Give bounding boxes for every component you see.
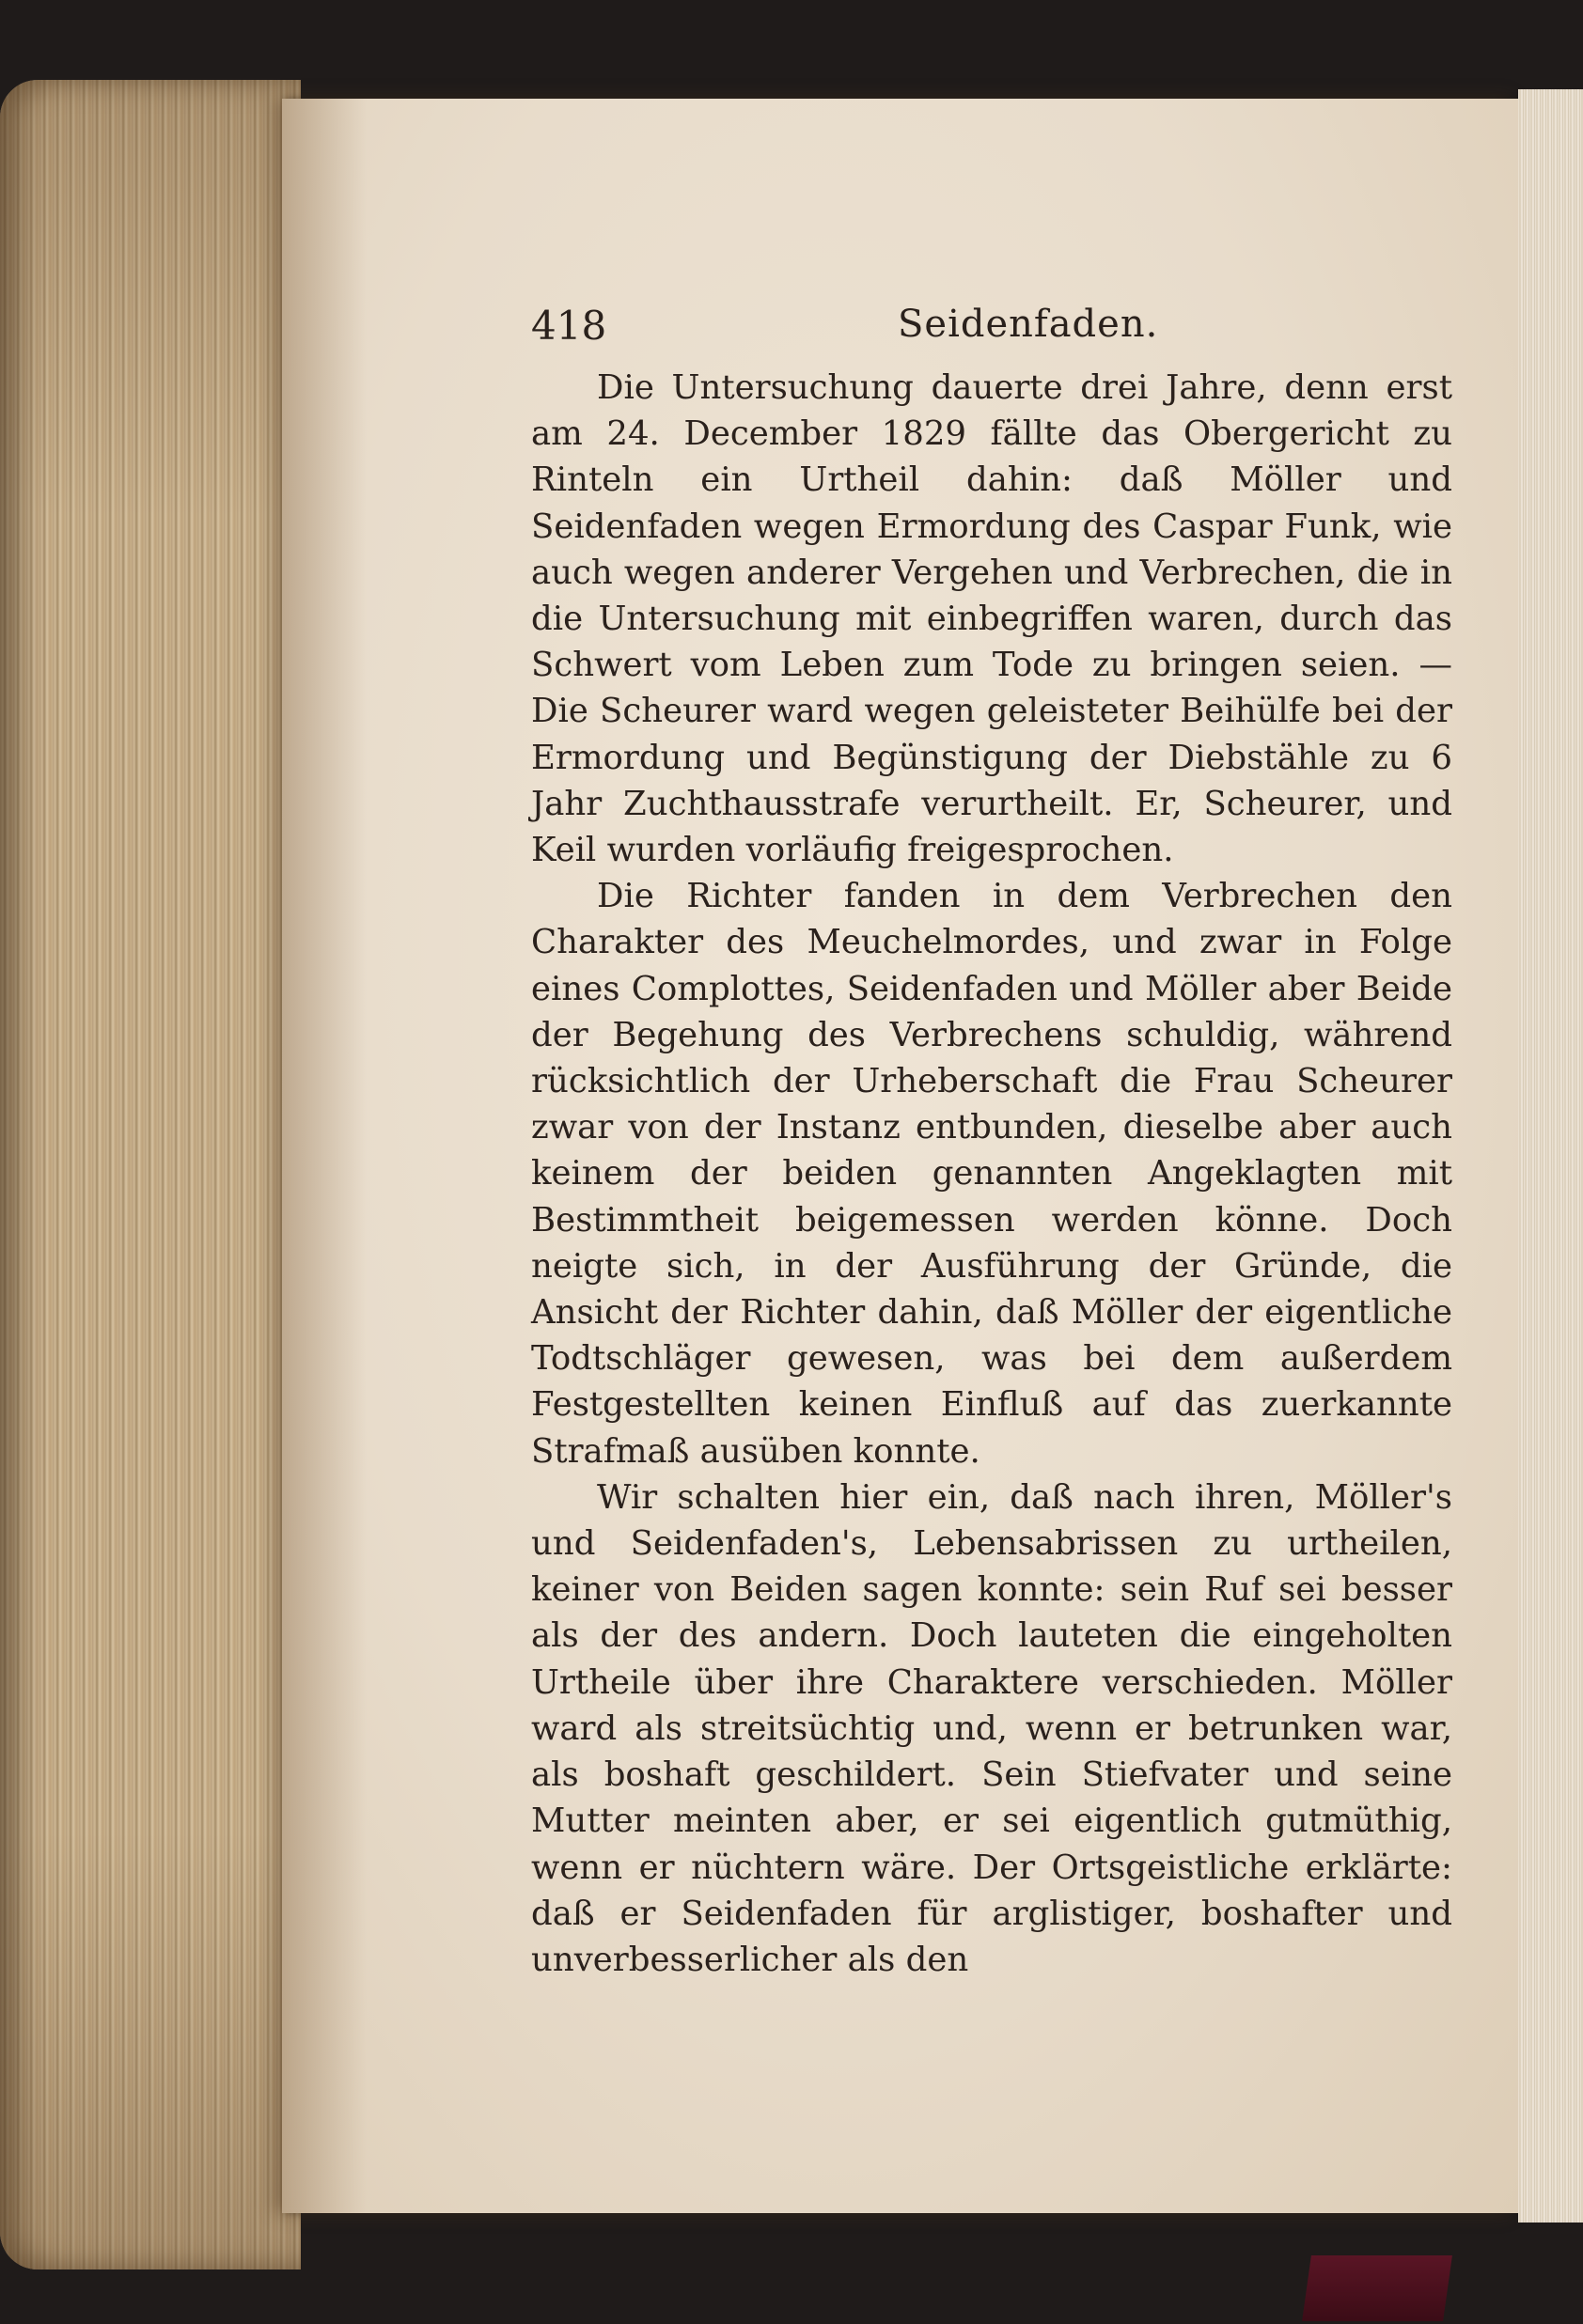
page-header: [531, 303, 1452, 359]
right-page-edges: [1518, 89, 1583, 2223]
paragraph-2: Die Richter fanden in dem Verbrechen den Charakter des Meuchelmordes, und zwar in Folge eines Complottes, Seidenfaden und Möller aber Beide der Begehung des Verbrechens schuldig, während rücksichtlich der Urheberschaft die Frau Scheurer zwar von der Instanz entbunden, dieselbe aber auch keinem der beiden genannten Angeklagten mit Bestimmtheit beigemessen werden könne. Doch neigte sich, in der Ausführung der Gründe, die Ansicht der Richter dahin, daß Möller der eigentliche Todtschläger gewesen, was bei dem außerdem Festgestellten keinen Einfluß auf das zuerkannte Strafmaß ausüben konnte.: [531, 877, 1452, 1471]
paragraph-1: Die Untersuchung dauerte drei Jahre, denn erst am 24. December 1829 fällte das Obergericht zu Rinteln ein Urtheil dahin: daß Möller und Seidenfaden wegen Ermordung des Caspar Funk, wie auch wegen anderer Vergehen und Verbrechen, die in die Untersuchung mit einbegriffen waren, durch das Schwert vom Leben zum Tode zu bringen seien. — Die Scheurer ward wegen geleisteter Beihülfe bei der Ermordung und Begünstigung der Diebstähle zu 6 Jahr Zuchthausstrafe verurtheilt. Er, Scheurer, und Keil wurden vorläufig freigesprochen.: [531, 368, 1452, 870]
running-head: Seidenfaden.: [898, 303, 1159, 346]
text-block: [531, 303, 1452, 1983]
left-page-stack: [0, 80, 301, 2269]
page-number: 418: [531, 303, 607, 349]
bookmark-ribbon: [1302, 2255, 1452, 2321]
paragraph-3: Wir schalten hier ein, daß nach ihren, Möller's und Seidenfaden's, Lebensabrissen zu urtheilen, keiner von Beiden sagen konnte: sein Ruf sei besser als der des andern. Doch lauteten die eingeholten Urtheile über ihre Charaktere verschieden. Möller ward als streitsüchtig und, wenn er betrunken war, als boshaft geschildert. Sein Stiefvater und seine Mutter meinten aber, er sei eigentlich gutmüthig, wenn er nüchtern wäre. Der Ortsgeistliche erklärte: daß er Seidenfaden für arglistiger, boshafter und unverbesserlicher als den: [531, 1477, 1452, 1979]
